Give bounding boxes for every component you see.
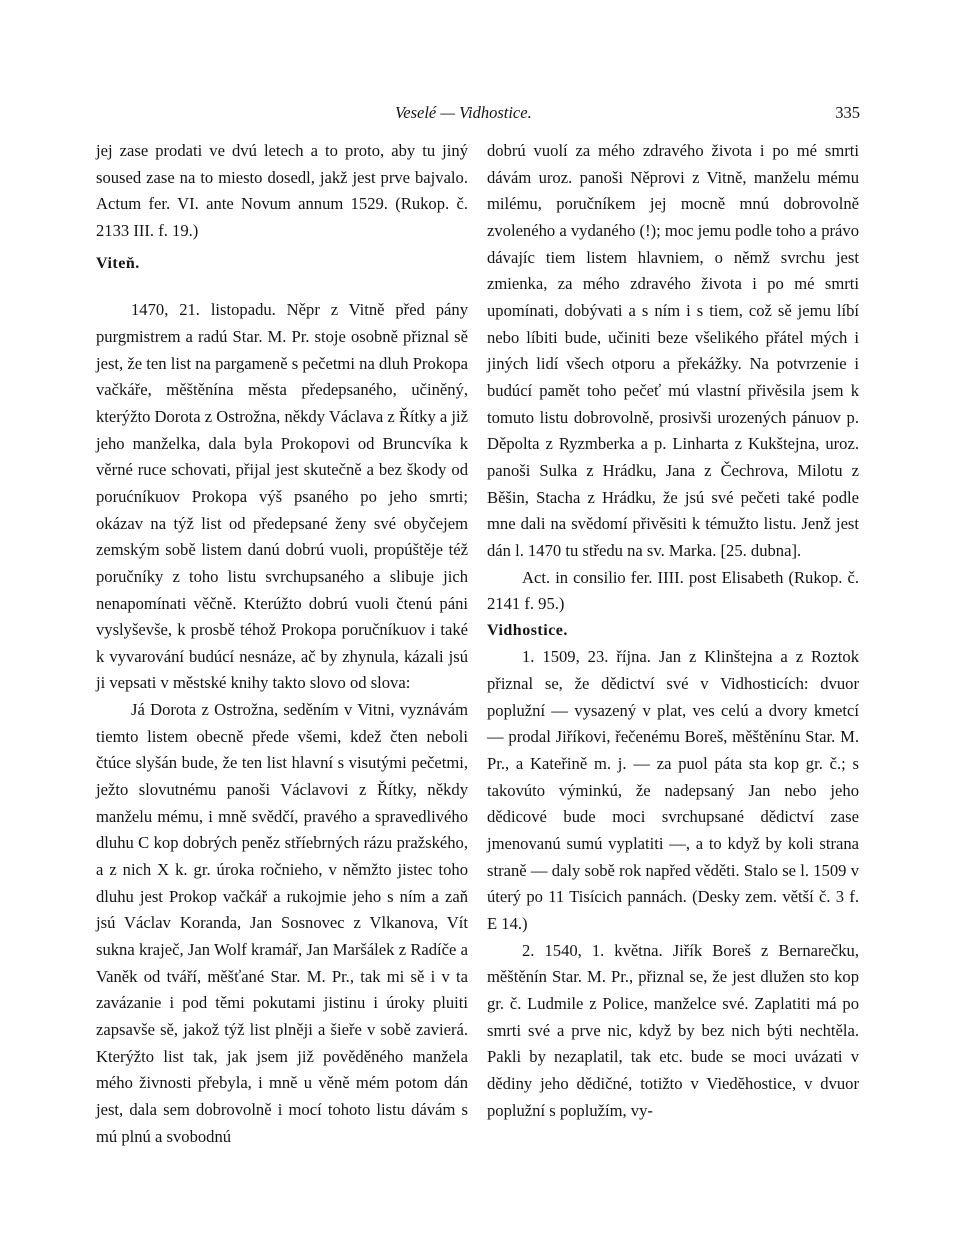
paragraph-charter-continuation: dobrú vuolí za mého zdravého života i po mé smrti dávám uroz. panoši Něprovi z Vitně, manželu mému milému, poručníkem jej mocně mnú dobrovolně zvoleného a vydaného (!); moc jemu podle toho a právo dávajíc tiem listem hlavniem, o němž svrchu jest zmienka, za mého zdravého života i po mé smrti upomínati, dobývati a s ním i s tiem, což sě jemu líbí nebo líbiti bude, učiniti beze všelikého přátel mých i jiných lidí všech otporu a překážky. Na potvrzenie i budúcí pamět toho pečeť mú vlastní přivěsila jsem k tomuto listu dobrovolně, prosivši urozených pánuov p. Děpolta z Ryzmberka a p. Linharta z Kukštejna, uroz. panoši Sulka z Hrádku, Jana z Čechrova, Milotu z Běšin, Stacha z Hrádku, že jsú své pečeti také podle mne dali na svědomí přivěsiti k témužto listu. Jenž jest dán l. 1470 tu středu na sv. Marka. [25. dubna].	[487, 141, 859, 560]
section-heading-vidhostice: Vidhostice.	[487, 621, 568, 639]
paragraph-act-note: Act. in consilio fer. IIII. post Elisabeth (Rukop. č. 2141 f. 95.)	[487, 567, 859, 614]
paragraph-continuation: jej zase prodati ve dvú letech a to proto, aby tu jiný soused zase na to miesto dosedl, jakž jest prve bajvalo. Actum fer. VI. ante Novum annum 1529. (Rukop. č. 2133 III. f. 19.)	[96, 141, 468, 240]
running-title: Veselé — Vidhostice.	[395, 103, 532, 122]
page-number: 335	[835, 103, 860, 122]
section-heading-viten: Viteň.	[96, 254, 140, 272]
left-column	[96, 138, 468, 1150]
paragraph-entry-1540: 2. 1540, 1. května. Jiřík Boreš z Bernarečku, měštěnín Star. M. Pr., přiznal se, že jest dlužen sto kop gr. č. Ludmile z Police, manželce své. Zaplatiti má po smrti své a prve nic, když by bez nich býti nechtěla. Pakli by nezaplatil, tak etc. bude se moci uvázati v dědiny jeho dědičné, totižto v Viedĕhostice, v dvuor poplužní s poplužím, vy-	[487, 940, 859, 1120]
paragraph-entry-1509: 1. 1509, 23. října. Jan z Klinštejna a z Roztok přiznal se, že dědictví své v Vidhosticích: dvuor poplužní — vysazený v plat, ves celú a dvory kmetcí — prodal Jiříkovi, řečenému Boreš, měštěnínu Star. M. Pr., a Kateřině m. j. — za puol páta sta kop gr. č.; s takovúto výminkú, že nadepsaný Jan nebo jeho dědicové bude moci svrchupsané dědictví zase jmenovanú sumú vyplatiti —, a to když by koli strana straně — daly sobě rok napřed věděti. Stalo se l. 1509 v úterý po 11 Tisícich pannách. (Desky zem. větší č. 3 f. E 14.)	[487, 647, 859, 934]
paragraph-charter-text: Já Dorota z Ostrožna, seděním v Vitni, vyznávám tiemto listem obecně přede všemi, kdež čten neboli čtúce slyšán bude, že ten list hlavní s visutými pečetmi, ježto slovutnému panoši Václavovi z Řítky, někdy manželu mému, i mně svědčí, pravého a spravedlivého dluhu C kop dobrých peněz stříebrných rázu pražského, a z nich X k. gr. úroka ročnieho, v němžto jistec toho dluhu jest Prokop vačkář a rukojmie jeho s ním a zaň jsú Václav Koranda, Jan Sosnovec z Vlkanova, Vít sukna kraječ, Jan Wolf kramář, Jan Maršálek z Radíče a Vaněk od tváří, měšťané Star. M. Pr., tak mi sě i v ta zavázanie i pod těmi pokutami jistinu i úroky pluiti zapsavše sě, jakož týž list plněji a šieře v sobě zavierá. Kterýžto list tak, jak jsem již pověděného manžela mého živnosti přebyla, i mně u věně mém potom dán jest, dala sem dobrovolně i mocí tohoto listu dávám s mú plnú a svobodnú	[96, 700, 468, 1146]
paragraph-entry-1470: 1470, 21. listopadu. Něpr z Vitně před pány purgmistrem a radú Star. M. Pr. stoje osobně přiznal sě jest, že ten list na pargameně s pečetmi na dluh Prokopa vačkáře, měštěnína města předepsaného, učiněný, kterýžto Dorota z Ostrožna, někdy Václava z Řítky a již jeho manželka, dala byla Prokopovi od Bruncvíka k věrné ruce schovati, přijal jest skutečně a bez škody od porućníkuov Prokopa výš psaného po jeho smrti; okázav na týž list od předepsané ženy své obyčejem zemským sobě listem danú dobrú vuoli, propúštěje též poručníky z toho listu svrchupsaného a slibuje jich nenapomínati věčně. Kterúžto dobrú vuoli čtenú páni vyslyševše, k prosbě téhož Prokopa poručníkuov i také k vyvarování budúcí nesnáze, ač by zhynula, kázali jsú ji vepsati v městské knihy takto slovo od slova:	[96, 300, 468, 693]
right-column	[487, 138, 859, 1124]
running-header	[0, 98, 960, 128]
